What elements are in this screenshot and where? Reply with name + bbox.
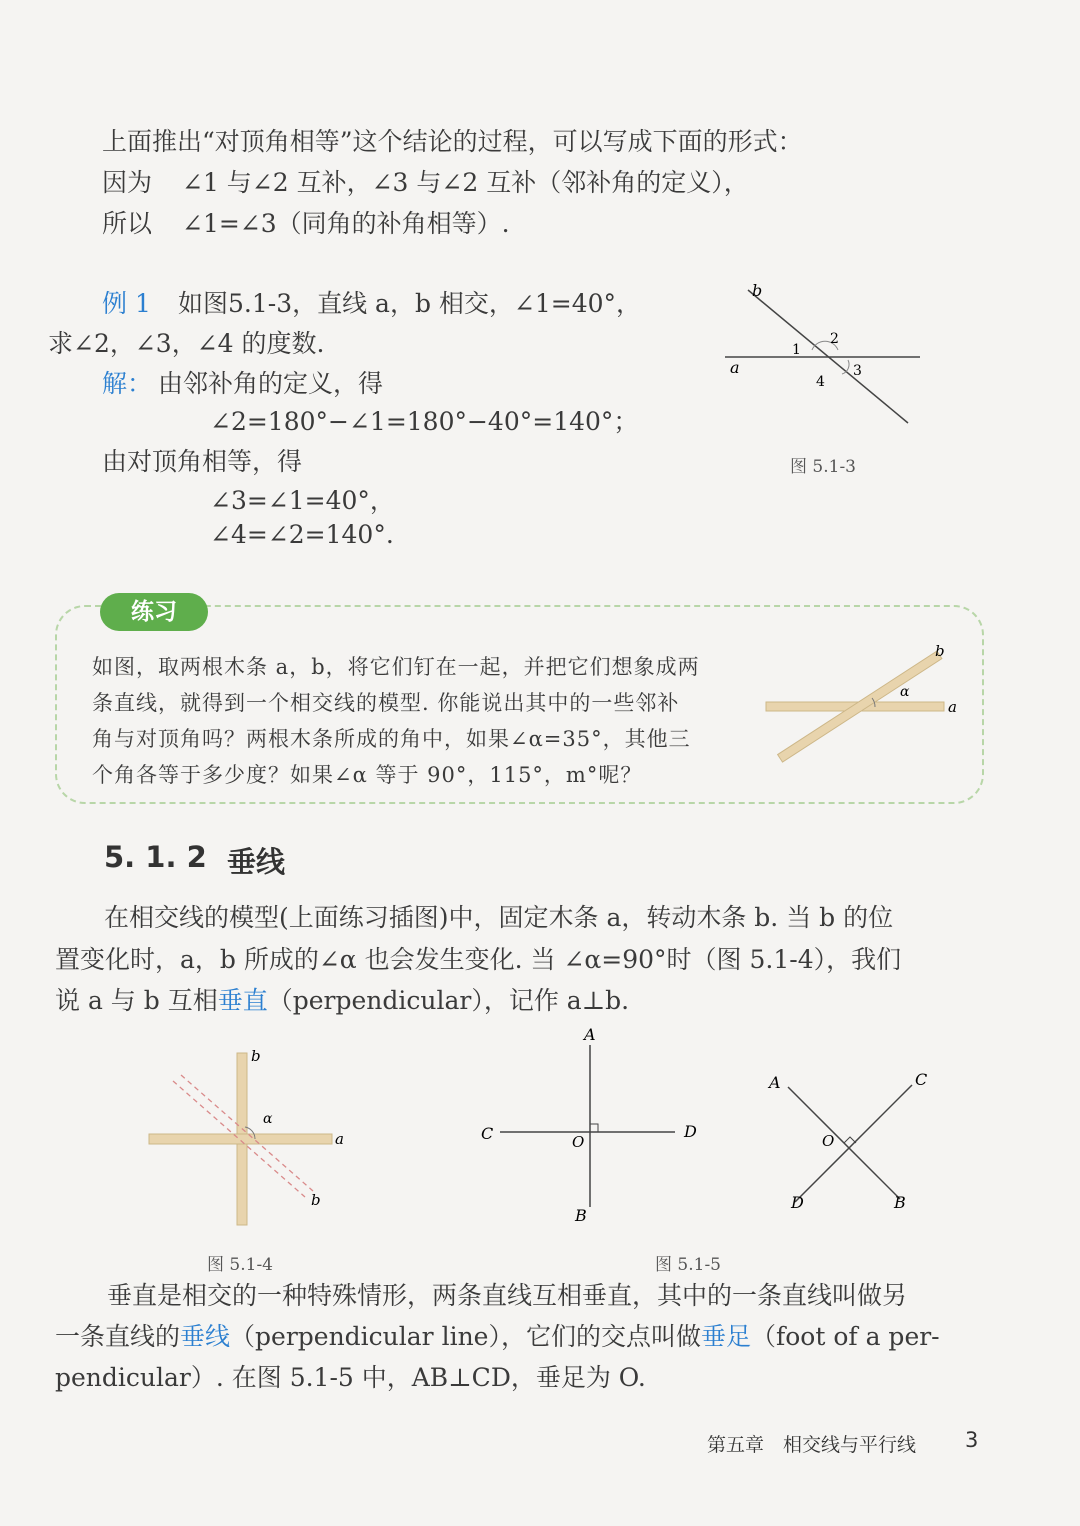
para2-line-2-c: （foot of a per- — [750, 1322, 940, 1351]
practice-line-3: 角与对顶角吗？两根木条所成的角中，如果∠α=35°，其他三 — [92, 727, 691, 751]
fig515-label-O: O — [572, 1133, 585, 1151]
footer-chapter: 第五章 相交线与平行线 — [707, 1434, 917, 1456]
practice-line-2: 条直线，就得到一个相交线的模型. 你能说出其中的一些邻补 — [92, 691, 680, 715]
para1-line-3-b: （perpendicular），记作 a⊥b. — [267, 986, 630, 1015]
fig515-label-A: A — [584, 1025, 596, 1044]
term-foot-of-perpendicular: 垂足 — [700, 1322, 751, 1351]
fig514-label-b: b — [251, 1047, 261, 1065]
fig513-label-3: 3 — [853, 363, 862, 379]
fig513-label-1: 1 — [792, 342, 801, 358]
proof-therefore-label: 所以 — [102, 209, 153, 238]
fig515-caption: 图 5.1-5 — [655, 1255, 721, 1275]
para2-line-2-b: （perpendicular line），它们的交点叫做 — [230, 1322, 701, 1351]
para1-line-3-a: 说 a 与 b 互相 — [55, 986, 218, 1015]
fig515-label-C2: C — [915, 1070, 928, 1089]
para1-line-1: 在相交线的模型(上面练习插图)中，固定木条 a，转动木条 b. 当 b 的位 — [104, 903, 894, 932]
fig515-label-C: C — [481, 1124, 494, 1143]
fig515-label-B2: B — [894, 1193, 906, 1212]
solution-line-1: 由邻补角的定义，得 — [158, 369, 384, 398]
fig513-label-4: 4 — [816, 374, 825, 390]
para1-line-3 — [55, 981, 629, 1017]
practice-line-4: 个角各等于多少度？如果∠α 等于 90°，115°，m°呢？ — [92, 763, 643, 787]
para2-line-2 — [55, 1317, 940, 1353]
term-perpendicular-line: 垂线 — [180, 1322, 231, 1351]
fig515-label-B: B — [575, 1206, 587, 1225]
example-line-2: 求∠2，∠3，∠4 的度数. — [48, 329, 325, 358]
fig513-label-2: 2 — [830, 331, 839, 347]
term-perpendicular: 垂直 — [217, 986, 268, 1015]
example-line-1: 如图5.1-3，直线 a，b 相交，∠1=40°， — [178, 289, 642, 318]
para2-line-1: 垂直是相交的一种特殊情形，两条直线互相垂直，其中的一条直线叫做另 — [107, 1281, 908, 1310]
proof-line-2: ∠1 与∠2 互补，∠3 与∠2 互补（邻补角的定义）， — [182, 168, 749, 197]
fig515-label-O2: O — [822, 1132, 835, 1150]
para2-line-2-a: 一条直线的 — [55, 1322, 181, 1351]
solution-label: 解： — [102, 369, 153, 398]
section-number: 5. 1. 2 — [104, 840, 207, 874]
practice-line-1: 如图，取两根木条 a，b，将它们钉在一起，并把它们想象成两 — [92, 655, 700, 679]
fig513-label-b: b — [752, 281, 763, 300]
proof-line-1: 上面推出“对顶角相等”这个结论的过程，可以写成下面的形式： — [102, 127, 803, 156]
fig515-label-A2: A — [769, 1073, 781, 1092]
section-title: 垂线 — [227, 845, 286, 879]
practice-fig-label-alpha: α — [900, 684, 910, 700]
page-number: 3 — [965, 1428, 979, 1452]
figure-5-1-5 — [475, 1025, 945, 1225]
para2-line-3: pendicular）. 在图 5.1-5 中，AB⊥CD，垂足为 O. — [55, 1363, 646, 1392]
fig514-caption: 图 5.1-4 — [207, 1255, 273, 1275]
solution-line-2: ∠2=180°−∠1=180°−40°=140°； — [210, 407, 639, 436]
example-label: 例 1 — [102, 289, 151, 318]
solution-line-5: ∠4=∠2=140°. — [210, 520, 394, 549]
fig514-label-b2: b — [311, 1191, 321, 1209]
fig513-label-a: a — [730, 358, 740, 377]
practice-fig-label-b: b — [935, 642, 945, 660]
figure-5-1-3 — [720, 280, 930, 440]
figure-5-1-4 — [145, 1045, 365, 1235]
fig514-label-a: a — [335, 1130, 344, 1148]
solution-line-4: ∠3=∠1=40°， — [210, 486, 395, 515]
practice-fig-label-a: a — [948, 698, 957, 716]
fig515-label-D2: D — [791, 1193, 804, 1212]
proof-line-3: ∠1=∠3（同角的补角相等）. — [182, 209, 510, 238]
practice-figure — [760, 640, 970, 770]
solution-line-3: 由对顶角相等，得 — [102, 447, 303, 476]
para1-line-2: 置变化时，a，b 所成的∠α 也会发生变化. 当 ∠α=90°时（图 5.1-4），我们 — [55, 945, 902, 974]
fig515-label-D: D — [684, 1122, 697, 1141]
practice-title: 练习 — [100, 593, 208, 631]
fig514-label-alpha: α — [263, 1111, 273, 1127]
fig513-caption: 图 5.1-3 — [790, 457, 856, 477]
proof-because-label: 因为 — [102, 168, 153, 197]
